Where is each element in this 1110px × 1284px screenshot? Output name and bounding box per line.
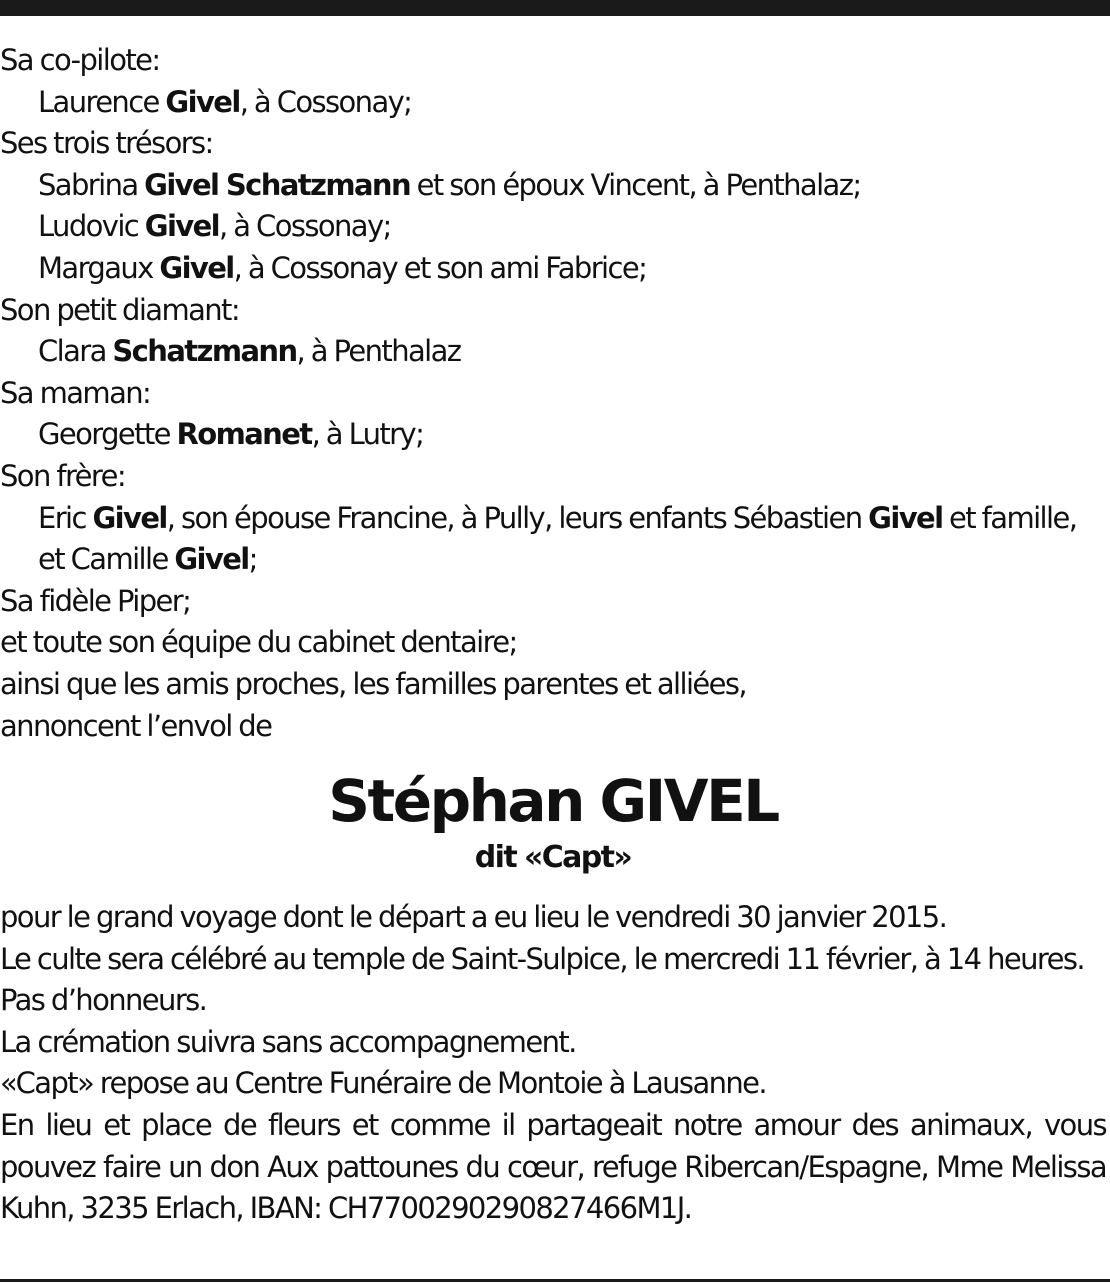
text-run: Son frère: bbox=[0, 458, 125, 493]
family-list bbox=[0, 40, 1106, 747]
surname: Givel bbox=[159, 250, 234, 285]
family-line bbox=[0, 414, 1106, 456]
deceased-nickname: dit «Capt» bbox=[474, 840, 632, 876]
surname: Givel bbox=[165, 84, 240, 119]
family-line bbox=[0, 373, 1106, 415]
family-line bbox=[0, 498, 1106, 581]
family-line bbox=[0, 290, 1106, 332]
text-run: , à Cossonay; bbox=[239, 84, 412, 119]
family-line bbox=[0, 331, 1106, 373]
family-line bbox=[0, 248, 1106, 290]
family-line bbox=[0, 622, 1106, 664]
surname: Givel bbox=[144, 209, 220, 244]
text-run: La crémation suivra sans accompagnement. bbox=[0, 1024, 576, 1059]
text-run: , à Cossonay et son ami Fabrice; bbox=[233, 250, 647, 285]
surname: Givel Schatzmann bbox=[144, 167, 411, 202]
text-run: , à Lutry; bbox=[311, 417, 424, 452]
obituary-notice bbox=[0, 40, 1106, 1230]
family-line bbox=[0, 206, 1106, 248]
detail-line bbox=[0, 980, 1106, 1022]
text-run: «Capt» repose au Centre Funéraire de Montoie à Lausanne. bbox=[0, 1066, 767, 1101]
text-run: Clara bbox=[38, 334, 113, 369]
text-run: Sa maman: bbox=[0, 375, 151, 410]
text-run: et toute son équipe du cabinet dentaire; bbox=[0, 625, 517, 660]
ceremony-details bbox=[0, 897, 1106, 1230]
text-run: et son époux Vincent, à Penthalaz; bbox=[410, 167, 861, 202]
text-run: ainsi que les amis proches, les familles parentes et alliées, bbox=[0, 666, 747, 701]
text-run: , à Cossonay; bbox=[219, 209, 391, 244]
text-run: Margaux bbox=[38, 250, 160, 285]
text-run: pour le grand voyage dont le départ a eu lieu le vendredi 30 janvier 2015. bbox=[0, 900, 947, 935]
text-run: Sabrina bbox=[38, 167, 145, 202]
surname: Schatzmann bbox=[112, 334, 297, 369]
text-run: ; bbox=[248, 542, 257, 577]
text-run: Sa co-pilote: bbox=[0, 43, 160, 77]
surname: Givel bbox=[868, 500, 943, 535]
text-run: et famille, et Camille bbox=[38, 500, 1077, 577]
family-line bbox=[0, 40, 1106, 82]
detail-line bbox=[0, 939, 1106, 981]
family-line bbox=[0, 581, 1106, 623]
surname: Romanet bbox=[176, 417, 312, 452]
text-run: Ludovic bbox=[38, 209, 145, 244]
text-run: , à Penthalaz bbox=[296, 334, 461, 369]
text-run: Pas d’honneurs. bbox=[0, 983, 207, 1018]
family-line bbox=[0, 123, 1106, 165]
text-run: Son petit diamant: bbox=[0, 292, 239, 327]
bottom-rule bbox=[0, 1279, 1110, 1282]
text-run: En lieu et place de fleurs et comme il partageait notre amour des animaux, vous pouvez faire un don Aux pattounes du cœur, refuge Ribercan/Espagne, Mme Melissa Kuhn, 3235 Erlach, IBAN: CH7700290290827466M1J. bbox=[0, 1108, 1106, 1226]
text-run: Le culte sera célébré au temple de Saint-Sulpice, le mercredi 11 février, à 14 heures. bbox=[0, 941, 1084, 976]
text-run: Sa fidèle Piper; bbox=[0, 583, 191, 618]
detail-line bbox=[0, 897, 1106, 939]
text-run: , son épouse Francine, à Pully, leurs enfants Sébastien bbox=[166, 500, 869, 535]
detail-line bbox=[0, 1105, 1106, 1230]
top-rule bbox=[0, 0, 1110, 16]
detail-line bbox=[0, 1063, 1106, 1105]
text-run: Georgette bbox=[38, 417, 177, 452]
text-run: Ses trois trésors: bbox=[0, 126, 213, 161]
text-run: Eric bbox=[38, 500, 93, 535]
text-run: annoncent l’envol de bbox=[0, 708, 272, 743]
detail-line bbox=[0, 1022, 1106, 1064]
surname: Givel bbox=[92, 500, 167, 535]
surname: Givel bbox=[174, 542, 249, 577]
deceased-name: Stéphan GIVEL bbox=[328, 767, 778, 836]
family-line bbox=[0, 165, 1106, 207]
family-line bbox=[0, 706, 1106, 748]
family-line bbox=[0, 664, 1106, 706]
family-line bbox=[0, 456, 1106, 498]
family-line bbox=[0, 82, 1106, 124]
text-run: Laurence bbox=[38, 84, 166, 119]
